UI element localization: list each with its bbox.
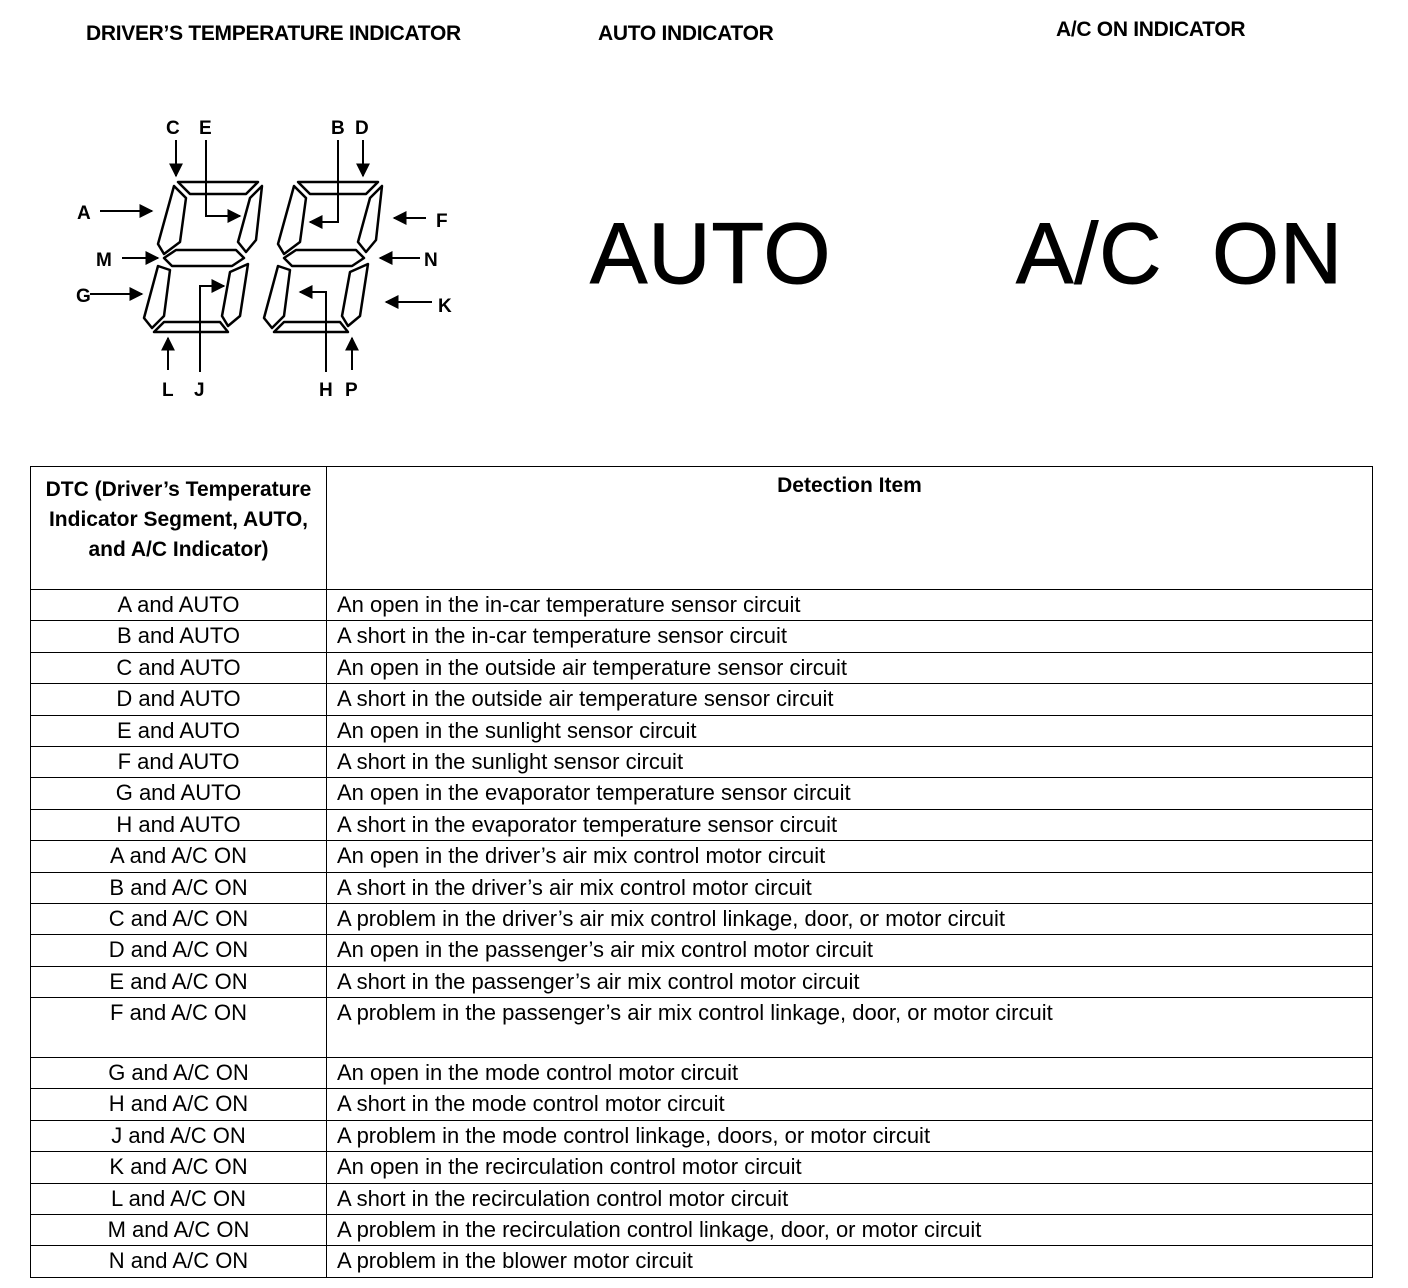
- auto-indicator-heading: AUTO INDICATOR: [598, 22, 774, 45]
- detection-item-cell: A short in the driver’s air mix control motor circuit: [327, 872, 1373, 903]
- detection-item-cell: A problem in the recirculation control linkage, door, or motor circuit: [327, 1215, 1373, 1246]
- segment-label-l: L: [162, 380, 174, 401]
- segment-label-d: D: [355, 118, 369, 139]
- dtc-code-cell: C and A/C ON: [31, 903, 327, 934]
- detection-item-cell: A short in the sunlight sensor circuit: [327, 746, 1373, 777]
- detection-item-cell: An open in the outside air temperature sensor circuit: [327, 652, 1373, 683]
- auto-indicator-display: AUTO: [590, 206, 832, 302]
- segment-pointer-arrows: [90, 140, 432, 372]
- dtc-code-cell: H and A/C ON: [31, 1089, 327, 1120]
- dtc-code-cell: G and AUTO: [31, 778, 327, 809]
- ac-on-indicator-heading: A/C ON INDICATOR: [1056, 18, 1246, 41]
- dtc-code-cell: H and AUTO: [31, 809, 327, 840]
- dtc-column-header: DTC (Driver’s Temperature Indicator Segment, AUTO, and A/C Indicator): [31, 467, 327, 590]
- left-digit: [144, 182, 262, 332]
- detection-item-cell: A short in the outside air temperature sensor circuit: [327, 684, 1373, 715]
- segment-label-n: N: [424, 250, 438, 271]
- detection-item-cell: An open in the passenger’s air mix control motor circuit: [327, 935, 1373, 966]
- table-header-row: [31, 467, 1373, 590]
- segment-label-p: P: [345, 380, 358, 401]
- detection-item-cell: A problem in the blower motor circuit: [327, 1246, 1373, 1277]
- detection-item-cell: An open in the in-car temperature sensor circuit: [327, 590, 1373, 621]
- segment-label-h: H: [319, 380, 333, 401]
- table-row: [31, 935, 1373, 966]
- detection-item-cell: An open in the mode control motor circuit: [327, 1058, 1373, 1089]
- dtc-code-cell: J and A/C ON: [31, 1120, 327, 1151]
- dtc-code-cell: C and AUTO: [31, 652, 327, 683]
- segment-label-g: G: [76, 286, 91, 307]
- table-row: [31, 746, 1373, 777]
- detection-item-cell: An open in the evaporator temperature sensor circuit: [327, 778, 1373, 809]
- segment-label-e: E: [199, 118, 212, 139]
- segment-display-diagram: [60, 110, 480, 410]
- table-row: [31, 1152, 1373, 1183]
- table-row: [31, 1058, 1373, 1089]
- dtc-code-cell: A and A/C ON: [31, 841, 327, 872]
- dtc-code-cell: F and A/C ON: [31, 998, 327, 1058]
- dtc-code-cell: D and AUTO: [31, 684, 327, 715]
- dtc-code-cell: F and AUTO: [31, 746, 327, 777]
- dtc-code-cell: K and A/C ON: [31, 1152, 327, 1183]
- segment-label-m: M: [96, 250, 112, 271]
- segment-label-b: B: [331, 118, 345, 139]
- table-row: [31, 1120, 1373, 1151]
- dtc-code-cell: N and A/C ON: [31, 1246, 327, 1277]
- dtc-code-cell: D and A/C ON: [31, 935, 327, 966]
- table-row: [31, 715, 1373, 746]
- detection-item-cell: A problem in the passenger’s air mix control linkage, door, or motor circuit: [327, 998, 1373, 1058]
- dtc-code-cell: G and A/C ON: [31, 1058, 327, 1089]
- segment-label-j: J: [194, 380, 205, 401]
- segment-label-k: K: [438, 296, 452, 317]
- dtc-code-cell: E and AUTO: [31, 715, 327, 746]
- detection-item-cell: A problem in the driver’s air mix control linkage, door, or motor circuit: [327, 903, 1373, 934]
- driver-temperature-indicator-heading: DRIVER’S TEMPERATURE INDICATOR: [86, 22, 461, 45]
- segment-label-a: A: [77, 203, 91, 224]
- ac-on-indicator-display: A/C ON: [1016, 206, 1344, 302]
- detection-item-cell: A problem in the mode control linkage, doors, or motor circuit: [327, 1120, 1373, 1151]
- table-row: [31, 872, 1373, 903]
- table-row: [31, 684, 1373, 715]
- table-row: [31, 809, 1373, 840]
- segment-label-f: F: [436, 211, 448, 232]
- table-row: [31, 1089, 1373, 1120]
- dtc-code-cell: L and A/C ON: [31, 1183, 327, 1214]
- dtc-code-cell: M and A/C ON: [31, 1215, 327, 1246]
- table-row: [31, 652, 1373, 683]
- dtc-code-cell: B and A/C ON: [31, 872, 327, 903]
- table-row: [31, 590, 1373, 621]
- dtc-code-cell: B and AUTO: [31, 621, 327, 652]
- table-row: [31, 998, 1373, 1058]
- table-row: [31, 778, 1373, 809]
- detection-item-cell: An open in the recirculation control motor circuit: [327, 1152, 1373, 1183]
- table-row: [31, 1215, 1373, 1246]
- table-row: [31, 966, 1373, 997]
- right-digit: [264, 182, 382, 332]
- table-row: [31, 621, 1373, 652]
- table-row: [31, 841, 1373, 872]
- table-row: [31, 1246, 1373, 1277]
- detection-item-cell: A short in the recirculation control motor circuit: [327, 1183, 1373, 1214]
- dtc-code-cell: E and A/C ON: [31, 966, 327, 997]
- detection-item-cell: An open in the driver’s air mix control motor circuit: [327, 841, 1373, 872]
- detection-item-cell: A short in the in-car temperature sensor circuit: [327, 621, 1373, 652]
- table-row: [31, 1183, 1373, 1214]
- dtc-code-cell: A and AUTO: [31, 590, 327, 621]
- detection-item-cell: A short in the mode control motor circuit: [327, 1089, 1373, 1120]
- detection-item-cell: An open in the sunlight sensor circuit: [327, 715, 1373, 746]
- dtc-table: [30, 466, 1373, 1278]
- detection-item-column-header: Detection Item: [327, 467, 1373, 590]
- detection-item-cell: A short in the passenger’s air mix control motor circuit: [327, 966, 1373, 997]
- detection-item-cell: A short in the evaporator temperature sensor circuit: [327, 809, 1373, 840]
- segment-label-c: C: [166, 118, 180, 139]
- table-row: [31, 903, 1373, 934]
